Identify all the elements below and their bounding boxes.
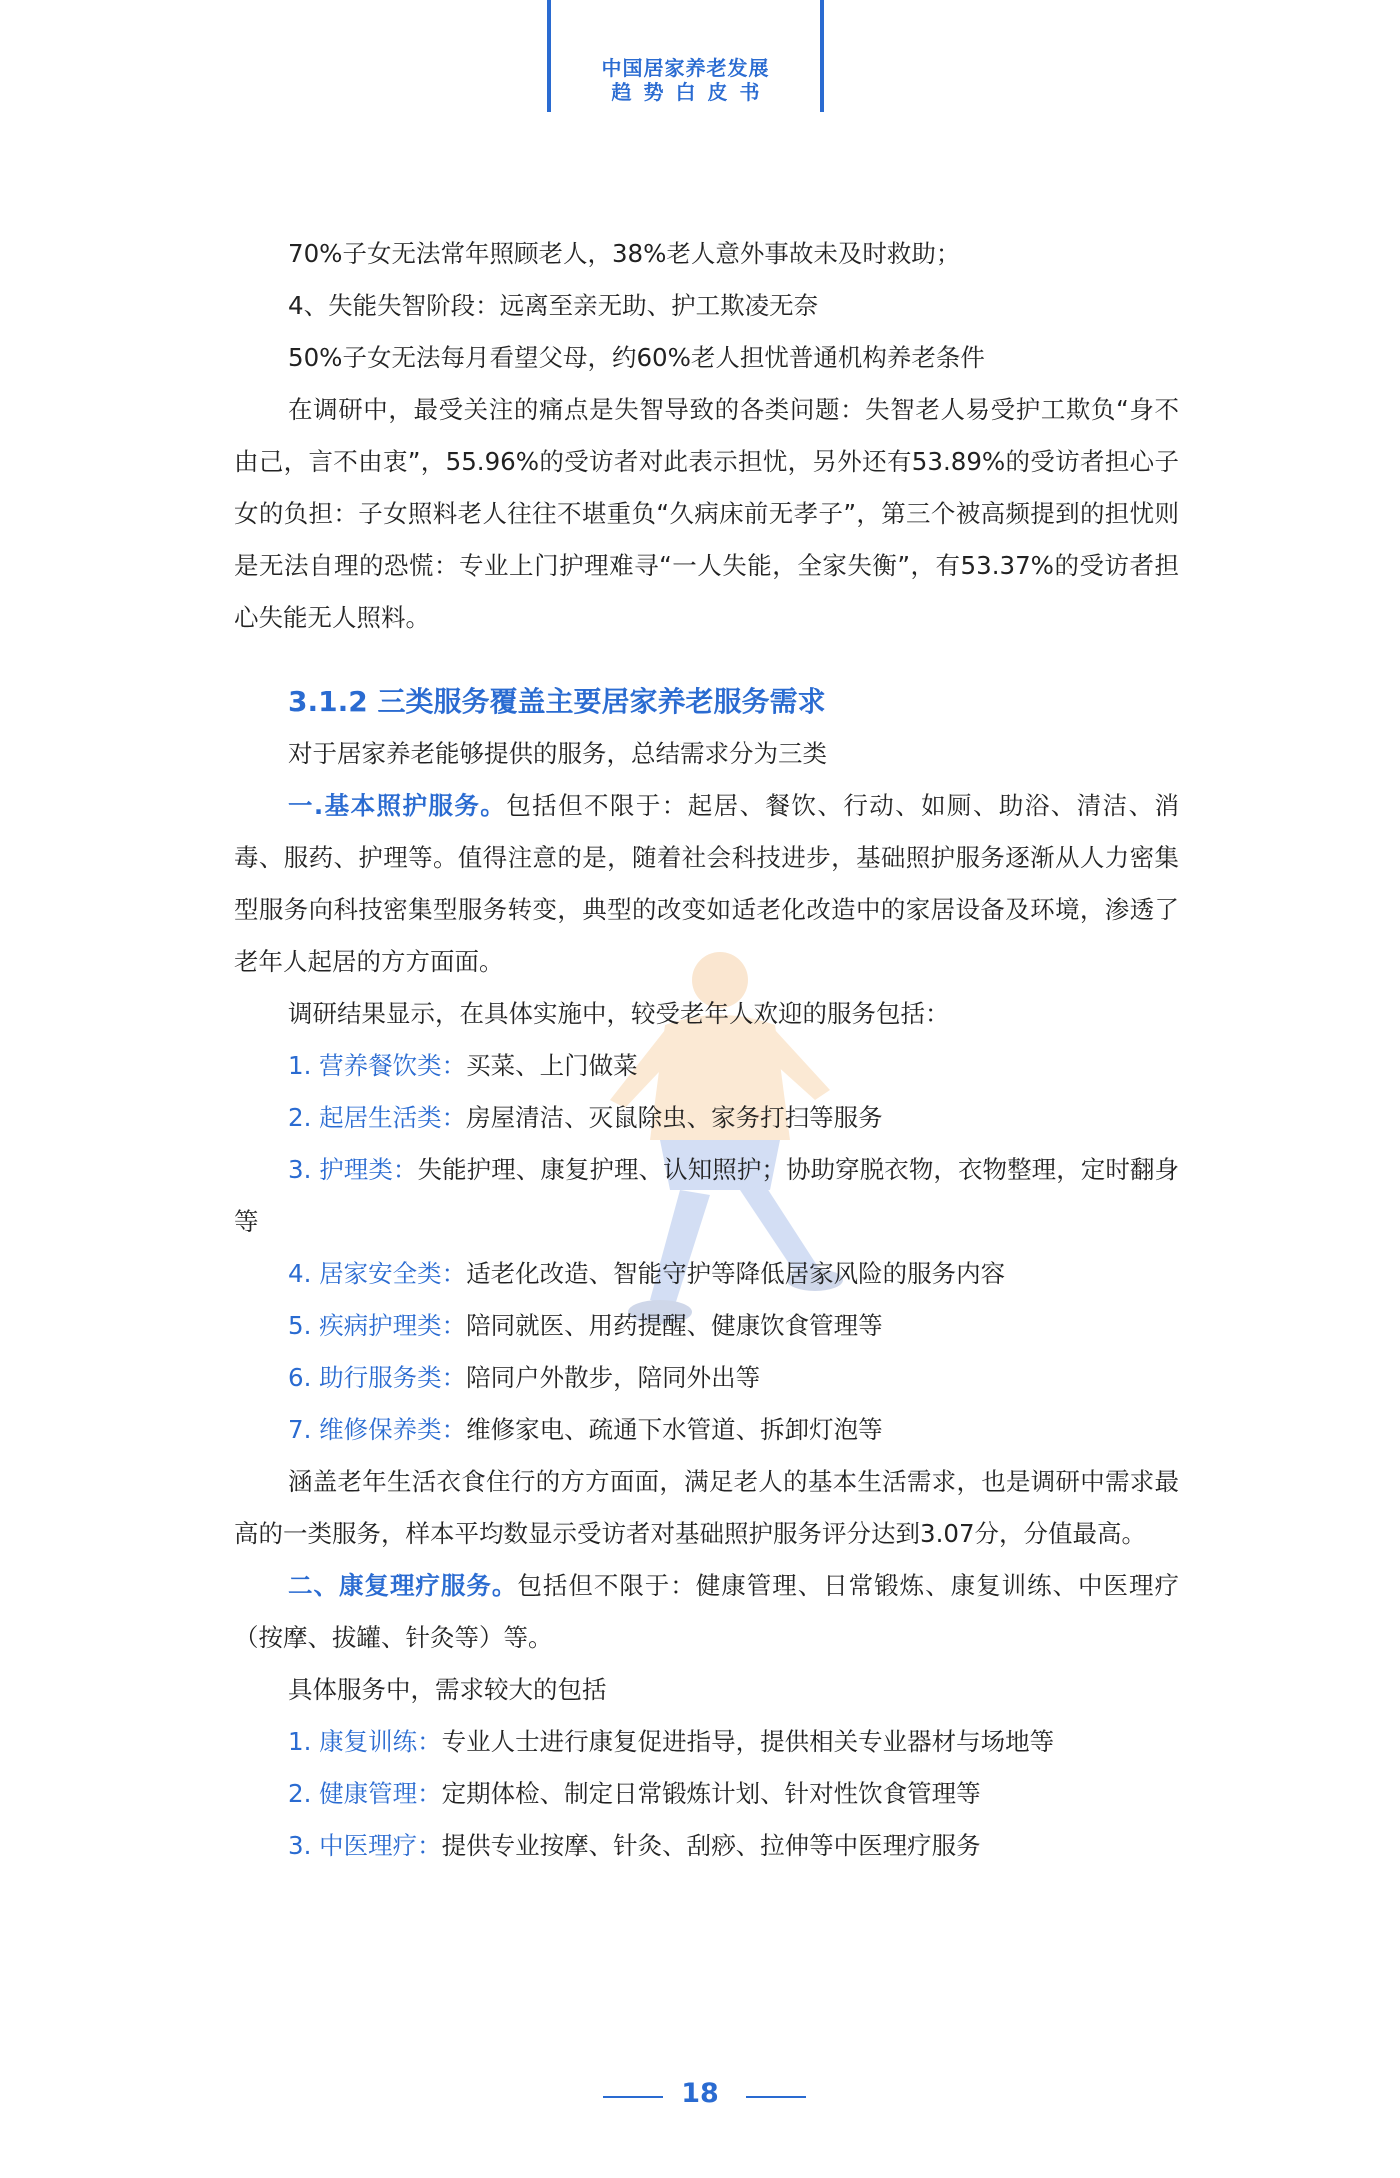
list-item xyxy=(234,1092,1179,1144)
list-item-text: 房屋清洁、灭鼠除虫、家务打扫等服务 xyxy=(466,1103,883,1132)
list-item xyxy=(234,1820,1179,1872)
page-footer xyxy=(0,2074,1400,2114)
list-item-label: 1. 营养餐饮类： xyxy=(288,1051,467,1080)
paragraph-intro: 对于居家养老能够提供的服务，总结需求分为三类 xyxy=(288,739,827,768)
list-item xyxy=(234,1248,1179,1300)
list-item-text: 维修家电、疏通下水管道、拆卸灯泡等 xyxy=(466,1415,883,1444)
paragraph-pain-points: 在调研中，最受关注的痛点是失智导致的各类问题：失智老人易受护工欺负“身不由己，言不由衷”，55.96%的受访者对此表示担忧，另外还有53.89%的受访者担心子女的负担：子女照料老人往往不堪重负“久病床前无孝子”，第三个被高频提到的担忧则是无法自理的恐慌：专业上门护理难寻“一人失能，全家失衡”，有53.37%的受访者担心失能无人照料。 xyxy=(234,395,1179,632)
list-item-text: 失能护理、康复护理、认知照护；协助穿脱衣物，衣物整理，定时翻身等 xyxy=(234,1155,1179,1236)
list-item-label: 3. 护理类： xyxy=(288,1155,418,1184)
list-item-label: 5. 疾病护理类： xyxy=(288,1311,467,1340)
paragraph-specific: 具体服务中，需求较大的包括 xyxy=(288,1675,607,1704)
paragraph-stat-1: 70%子女无法常年照顾老人，38%老人意外事故未及时救助； xyxy=(288,239,961,268)
category-2-text: 包括但不限于：健康管理、日常锻炼、康复训练、中医理疗（按摩、拔罐、针灸等）等。 xyxy=(234,1571,1180,1652)
list-item-label: 6. 助行服务类： xyxy=(288,1363,467,1392)
category-1-title: 一.基本照护服务。 xyxy=(288,791,507,820)
category-2-title: 二、康复理疗服务。 xyxy=(288,1571,518,1600)
list-item-text: 定期体检、制定日常锻炼计划、针对性饮食管理等 xyxy=(441,1779,981,1808)
header-title-line1: 中国居家养老发展 xyxy=(601,56,770,80)
list-item-text: 专业人士进行康复促进指导，提供相关专业器材与场地等 xyxy=(441,1727,1055,1756)
paragraph-summary: 涵盖老年生活衣食住行的方方面面，满足老人的基本生活需求，也是调研中需求最高的一类服务，样本平均数显示受访者对基础照护服务评分达到3.07分，分值最高。 xyxy=(234,1467,1179,1548)
list-item-text: 买菜、上门做菜 xyxy=(466,1051,638,1080)
paragraph-stage-4: 4、失能失智阶段：远离至亲无助、护工欺凌无奈 xyxy=(288,291,819,320)
list-item-label: 1. 康复训练： xyxy=(288,1727,442,1756)
paragraph-survey: 调研结果显示，在具体实施中，较受老年人欢迎的服务包括： xyxy=(288,999,950,1028)
main-content xyxy=(234,228,1179,1872)
header-tab xyxy=(547,0,824,112)
category-1-text: 包括但不限于：起居、餐饮、行动、如厕、助浴、清洁、消毒、服药、护理等。值得注意的是，随着社会科技进步，基础照护服务逐渐从人力密集型服务向科技密集型服务转变，典型的改变如适老化改造中的家居设备及环境，渗透了老年人起居的方方面面。 xyxy=(234,791,1180,976)
list-item xyxy=(234,1404,1179,1456)
list-item-label: 2. 起居生活类： xyxy=(288,1103,467,1132)
list-item-label: 2. 健康管理： xyxy=(288,1779,442,1808)
page-number: 18 xyxy=(681,2078,719,2109)
list-item xyxy=(234,1300,1179,1352)
list-item-label: 4. 居家安全类： xyxy=(288,1259,467,1288)
paragraph-category-1 xyxy=(234,780,1179,988)
list-item-label: 7. 维修保养类： xyxy=(288,1415,467,1444)
section-title: 3.1.2 三类服务覆盖主要居家养老服务需求 xyxy=(288,685,826,718)
list-item xyxy=(234,1768,1179,1820)
list-item xyxy=(234,1716,1179,1768)
list-item-label: 3. 中医理疗： xyxy=(288,1831,442,1860)
footer-divider-right xyxy=(746,2096,806,2098)
list-item-text: 提供专业按摩、针灸、刮痧、拉伸等中医理疗服务 xyxy=(441,1831,981,1860)
paragraph-stat-2: 50%子女无法每月看望父母，约60%老人担忧普通机构养老条件 xyxy=(288,343,985,372)
list-item xyxy=(234,1352,1179,1404)
header-title-line2: 趋势白皮书 xyxy=(611,80,772,104)
list-item xyxy=(234,1040,1179,1092)
list-item-text: 陪同就医、用药提醒、健康饮食管理等 xyxy=(466,1311,883,1340)
list-item-text: 适老化改造、智能守护等降低居家风险的服务内容 xyxy=(466,1259,1006,1288)
list-item-text: 陪同户外散步，陪同外出等 xyxy=(466,1363,761,1392)
list-item xyxy=(234,1144,1179,1248)
paragraph-category-2 xyxy=(234,1560,1179,1664)
